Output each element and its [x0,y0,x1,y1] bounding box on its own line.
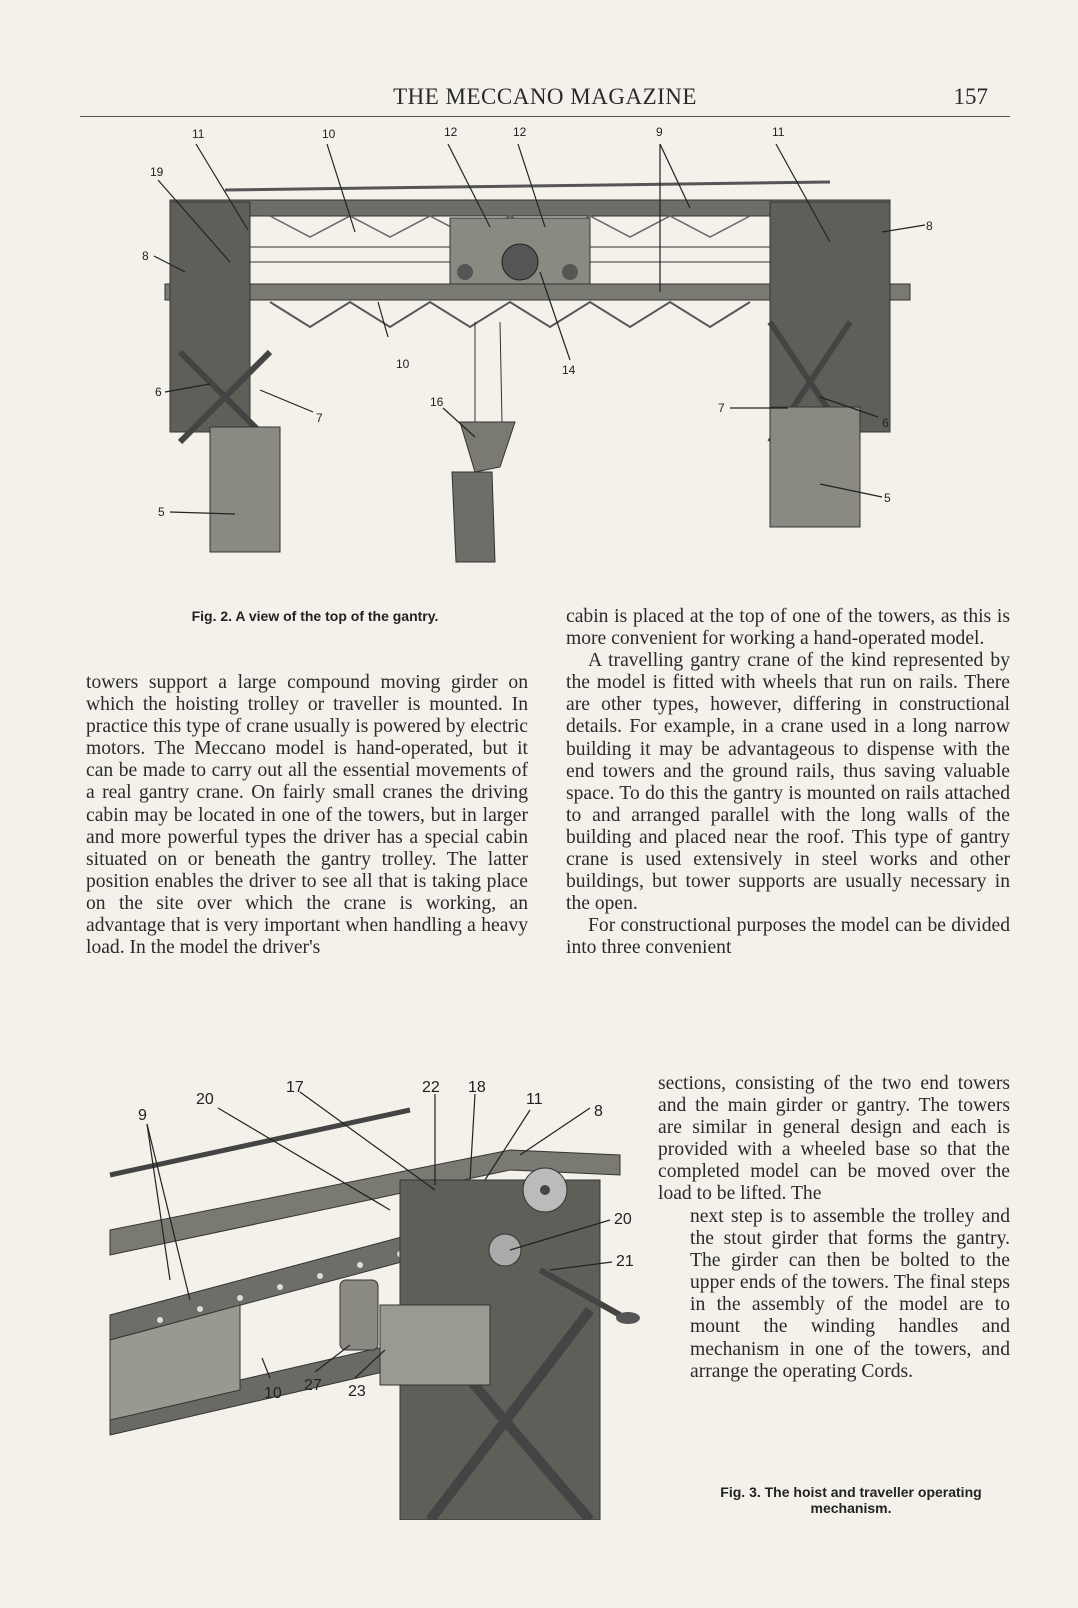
right-column-text [566,606,1010,960]
figure-2-illustration [130,122,950,592]
fig2-callout: 6 [882,416,889,430]
left-paragraph: towers support a large compound moving girder on which the hoisting trolley or traveller is mounted. In practice this type of crane usually is powered by electric motors. The Meccano model is hand-operated, but it can be made to carry out all the essential movements of a real gantry crane. On fairly small cranes the driving cabin may be located in one of the towers, but in larger and more powerful types the driver has a special cabin situated on or beneath the gantry trolley. The latter position enables the driver to see all that is taking place on the site over which the crane is working, an advantage that is very important when handling a heavy load. In the model the driver's [86,672,528,959]
fig3-callout: 20 [614,1211,632,1228]
fig2-callout: 8 [926,219,933,233]
fig3-callout: 21 [616,1253,634,1270]
fig2-callout: 14 [562,363,576,377]
fig2-callout: 12 [513,125,527,139]
fig2-callout: 5 [158,505,165,519]
left-column-text [86,672,528,959]
right-paragraph-3-rest: sections, consisting of the two end towers and the main girder or gantry. The towers are similar in general design and each is provided with a wheeled base so that the completed model can be moved over the load to be lifted. The [658,1073,1010,1205]
fig2-callout: 7 [718,401,725,415]
fig3-callout: 23 [348,1383,366,1400]
fig2-callout: 16 [430,395,444,409]
right-column-wrap-text-2 [690,1206,1010,1383]
right-column-wrap-text [658,1073,1010,1206]
fig3-callout: 22 [422,1080,440,1096]
fig2-callout: 11 [192,127,205,141]
right-paragraph-3-tail: next step is to assemble the trolley and the stout girder that forms the gantry. The girder can then be bolted to the upper ends of the towers. The final steps in the assembly of the model are to mount the winding handles and mechanism in one of the towers, and arrange the operating Cords. [690,1206,1010,1382]
fig2-callout: 9 [656,125,663,139]
fig3-callout: 8 [594,1103,603,1120]
fig2-callout: 6 [155,385,162,399]
fig2-callout: 11 [772,125,785,139]
page-number: 157 [953,84,988,109]
right-paragraph-2: A travelling gantry crane of the kind represented by the model is fitted with wheels that run on rails. There are other types, however, differing in constructional details. For example, in a crane used in a long narrow building it may be advantageous to dispense with the end towers and the ground rails, thus saving valuable space. To do this the gantry is mounted on rails attached to and arranged parallel with the long walls of the building and placed near the roof. This type of gantry crane is used extensively in steel works and other buildings, but tower supports are usually necessary in the open. [566,650,1010,915]
page-header [80,82,1010,117]
right-paragraph-1: cabin is placed at the top of one of the towers, as this is more convenient for working a hand-operated model. [566,606,1010,650]
fig2-callout: 5 [884,491,891,505]
right-paragraph-3-lead: For constructional purposes the model can be divided into three convenient [566,915,1010,959]
figure-3-caption: Fig. 3. The hoist and traveller operating mechanism. [720,1484,982,1516]
fig3-callout: 18 [468,1080,486,1096]
figure-3-illustration [100,1080,670,1520]
figure-2-caption: Fig. 2. A view of the top of the gantry. [191,608,439,624]
magazine-title: THE MECCANO MAGAZINE [393,84,697,109]
fig3-callout: 9 [138,1107,147,1124]
fig2-callout: 10 [396,357,410,371]
fig3-callout: 11 [526,1091,543,1108]
fig2-callout: 7 [316,411,323,425]
fig2-callout: 12 [444,125,458,139]
fig3-callout: 20 [196,1091,214,1108]
fig3-callout: 17 [286,1080,304,1096]
fig3-callout: 10 [264,1385,282,1402]
figure-2-gantry-top [130,122,950,592]
fig3-callout: 27 [304,1377,322,1394]
figure-3-hoist-mechanism [100,1080,670,1520]
fig2-callout: 19 [150,165,164,179]
fig2-callout: 10 [322,127,336,141]
fig2-callout: 8 [142,249,149,263]
